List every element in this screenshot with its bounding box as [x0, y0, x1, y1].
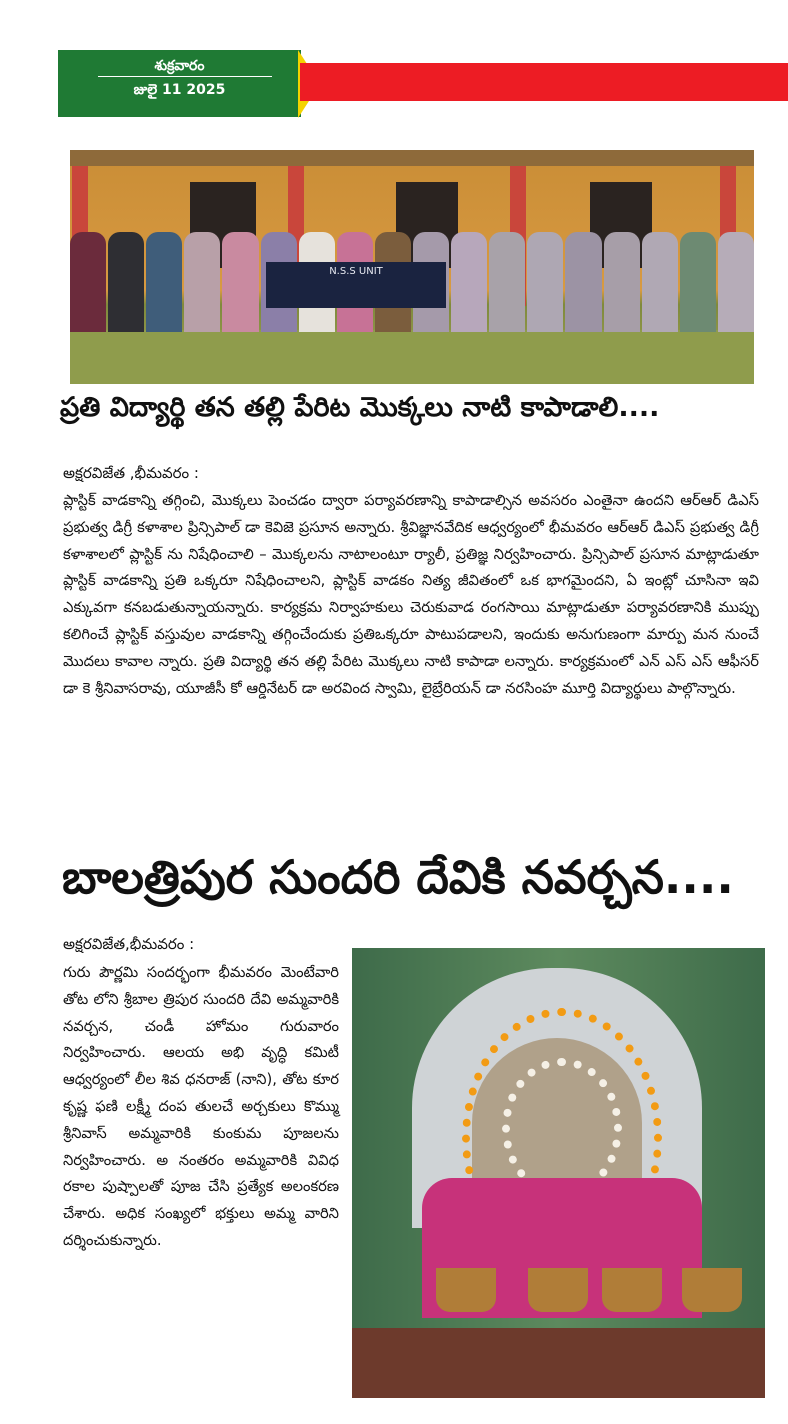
- header-date: జులై 11 2025: [133, 82, 226, 98]
- photo-flower-basket: [436, 1268, 496, 1312]
- photo-flower-basket: [682, 1268, 742, 1312]
- article2-dateline: అక్షరవిజేత,భీమవరం :: [63, 935, 195, 953]
- header-day: శుక్రవారం: [154, 58, 205, 74]
- header-red-band: [300, 63, 788, 101]
- photo-altar-base: [352, 1328, 765, 1398]
- article2-headline: బాలత్రిపుర సుందరి దేవికి నవర్చన....: [62, 850, 734, 904]
- article2-body: గురు పౌర్ణమి సందర్భంగా భీమవరం మెంటేవారి తోట లోని శ్రీబాల త్రిపుర సుందరి దేవి అమ్మవారికి నవర్చన, చండీ హోమం గురువారం నిర్వహించారు. ఆలయ అభి వృద్ధి కమిటీ ఆధ్వర్యంలో లీల శివ ధనరాజ్ (నాని), తోట కూర కృష్ణ ఫణి లక్ష్మీ దంప తులచే అర్చకులు కొమ్ము శ్రీనివాస్ అమ్మవారికి కుంకుమ పూజలను నిర్వహించారు. అ నంతరం అమ్మవారికి వివిధ రకాల పుష్పాలతో పూజ చేసి ప్రత్యేక అలంకరణ చేశారు. అధిక సంఖ్యలో భక్తులు అమ్మ వారిని దర్శించుకున్నారు.: [63, 964, 339, 1249]
- article1-body: ప్లాస్టిక్ వాడకాన్ని తగ్గించి, మొక్కలు పెంచడం ద్వారా పర్యావరణాన్ని కాపాడాల్సిన అవసరం ఎంతైనా ఉందని ఆర్ఆర్ డిఎస్ ప్రభుత్వ డిగ్రీ కళాశాల ప్రిన్సిపాల్ డా కెవిజె ప్రసూన అన్నారు. శ్రీవిజ్ఞానవేదిక ఆధ్వర్యంలో భీమవరం ఆర్ఆర్ డిఎస్ ప్రభుత్వ డిగ్రీ కళాశాలలో ప్లాస్టిక్ ను నిషేధించాలి – మొక్కలను నాటాలంటూ ర్యాలీ, ప్రతిజ్ఞ నిర్వహించారు. ప్రిన్సిపాల్ ప్రసూన మాట్లాడుతూ ప్లాస్టిక్ వాడకాన్ని ప్రతి ఒక్కరూ నిషేధించాలని, ప్లాస్టిక్ వాడకం నిత్య జీవితంలో ఒక భాగమైందని, ఏ ఇంట్లో చూసినా ఇవి ఎక్కువగా కనబడుతున్నాయన్నారు. కార్యక్రమ నిర్వాహకులు చెరుకువాడ రంగసాయి మాట్లాడుతూ పర్యావరణానికి ముప్పు కలిగించే ప్లాస్టిక్ వస్తువుల వాడకాన్ని తగ్గించేందుకు ప్రతిఒక్కరూ పాటుపడాలని, ఇందుకు అనుగుణంగా మార్పు మన నుంచే మొదలు కావాల న్నారు. ప్రతి విద్యార్థి తన తల్లి పేరిట మొక్కలు నాటి కాపాడా లన్నారు. కార్యక్రమంలో ఎన్ ఎస్ ఎస్ ఆఫీసర్ డా కె శ్రీనివాసరావు, యూజీసీ కో ఆర్డినేటర్ డా అరవింద స్వామి, లైబ్రేరియన్ డా నరసింహ మూర్తి విద్యార్థులు పాల్గొన్నారు.: [63, 492, 759, 697]
- article1-headline: ప్రతి విద్యార్థి తన తల్లి పేరిట మొక్కలు నాటి కాపాడాలి....: [60, 392, 660, 423]
- photo-grass: [70, 330, 754, 384]
- photo-flower-basket: [602, 1268, 662, 1312]
- photo-flower-basket: [528, 1268, 588, 1312]
- photo-building-roof: [70, 150, 754, 166]
- article1-dateline: అక్షరవిజేత ,భీమవరం :: [63, 464, 199, 482]
- article2-photo: [352, 948, 765, 1398]
- photo-white-garland: [502, 1058, 622, 1198]
- article1-photo: [70, 150, 754, 384]
- photo-nss-banner: N.S.S UNIT: [266, 262, 446, 308]
- header-divider: [98, 76, 272, 77]
